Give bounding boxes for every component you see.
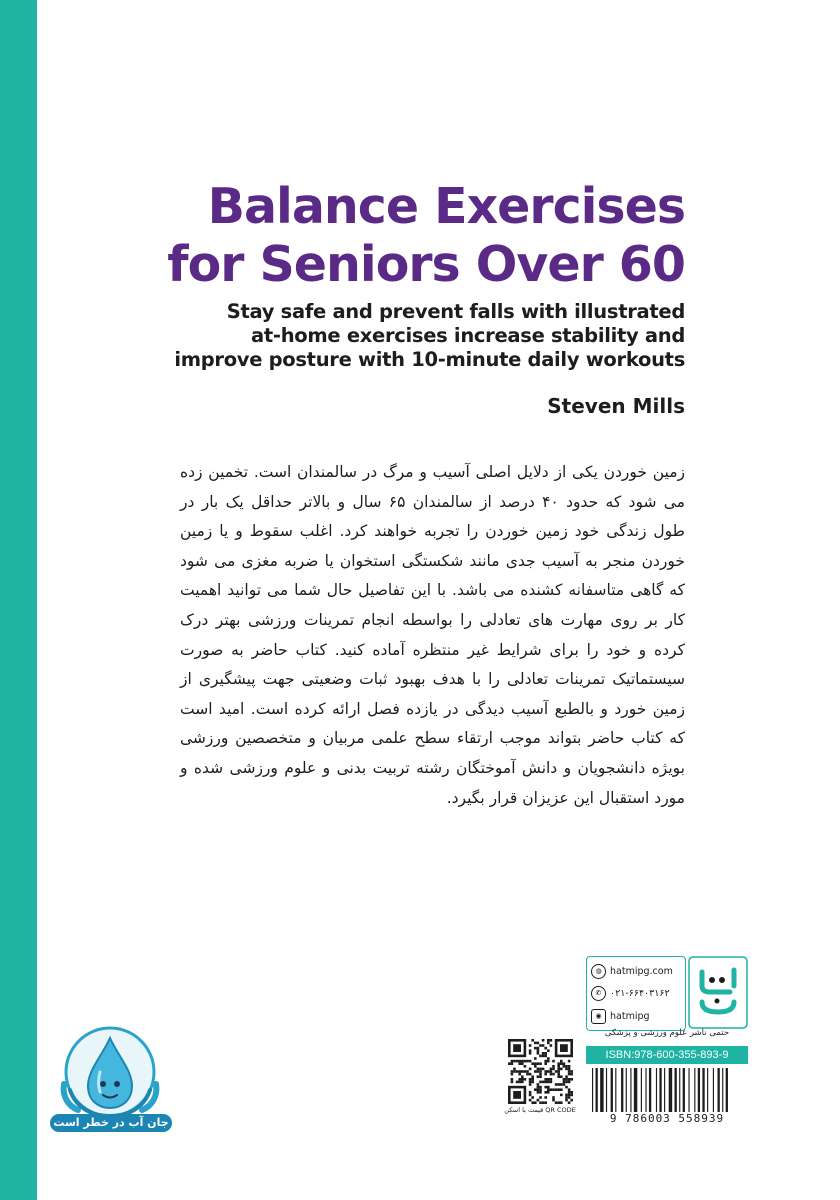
website-row [591,962,673,980]
book-subtitle [174,300,685,372]
subtitle-line-3: improve posture with 10-minute daily workouts [174,348,685,371]
title-line-2: for Seniors Over 60 [167,236,685,293]
author-name: Steven Mills [547,394,685,418]
book-spine [0,0,37,1200]
qr-caption: قیمت با اسکن QR CODE [504,1106,576,1114]
qr-code [508,1039,573,1104]
book-title [167,178,685,294]
barcode-digits: 9 786003 558939 [588,1112,746,1125]
isbn-bar: ISBN:978-600-355-893-9 [586,1046,748,1064]
description-paragraph: زمین خوردن یکی از دلایل اصلی آسیب و مرگ در سالمندان است. تخمین زده می شود که حدود ۴۰ درصد از سالمندان ۶۵ سال و بالاتر حداقل یک بار در طول زندگی خود زمین خوردن را تجربه خواهند کرد. اغلب سقوط و یا زمین خوردن منجر به آسیب جدی مانند شکستگی استخوان یا ضربه مغزی می شود که گاهی متاسفانه کشنده می باشد. با این تفاصیل حال شما می توانید اهمیت کار بر روی مهارت های تعادلی را بواسطه انجام تمرینات ورزشی بهتر درک کرده و خود را برای شرایط غیر منتظره آماده کنید. کتاب حاضر به صورت سیستماتیک تمرینات تعادلی را با هدف بهبود ثبات وضعیتی جهت پیشگیری از زمین خورد و بالطبع آسیب دیدگی در یازده فصل ارائه کرده است. امید است که کتاب حاضر بتواند موجب ارتقاء سطح علمی مربیان و متخصصین ورزشی بویژه دانشجویان و دانش آموختگان رشته تربیت بدنی و علوم ورزشی شده و مورد استقبال این عزیزان قرار بگیرد. [180,463,685,807]
instagram-row [591,1007,650,1025]
badge-text: جان آب در خطر است [53,1116,169,1129]
publisher-tagline: حتمی ناشر علوم ورزشی و پزشکی [604,1028,730,1038]
instagram-text: hatmipg [610,1010,650,1022]
phone-row [591,984,670,1002]
publisher-logo [688,956,748,1029]
book-description [180,458,685,813]
publisher-contact-box [586,956,686,1031]
website-text: hatmipg.com [610,965,673,977]
phone-text: ۰۲۱-۶۶۴۰۳۱۶۲ [610,987,670,999]
phone-icon: ✆ [591,986,606,1001]
subtitle-line-2: at-home exercises increase stability and [251,324,685,347]
globe-icon: ◍ [591,964,606,979]
subtitle-line-1: Stay safe and prevent falls with illustrated [226,300,685,323]
instagram-icon: ◉ [591,1009,606,1024]
title-line-1: Balance Exercises [207,178,685,235]
